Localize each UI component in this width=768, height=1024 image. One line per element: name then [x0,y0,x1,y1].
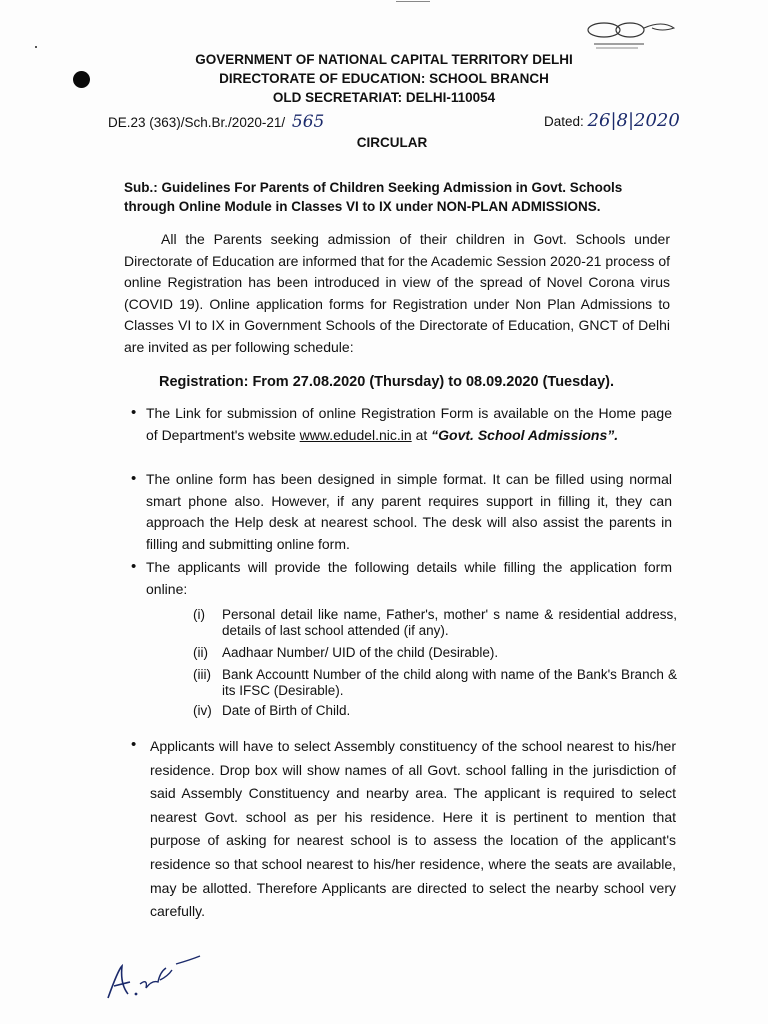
circular-title: CIRCULAR [356,135,428,150]
bullet-link-at: at [415,426,428,443]
diary-stamp-icon [582,18,682,52]
scan-speck [35,46,37,48]
intro-paragraph: All the Parents seeking admission of their children in Govt. Schools under Directorate of Education are informed that for the Academic Session 2020-21 process of online Registration has been introduced in view of the spread of Novel Corona virus (COVID 19). Online application forms for Registration under Non Plan Admissions to Classes VI to IX in Government Schools of the Directorate of Education, GNCT of Delhi are invited as per following schedule: [124,231,670,355]
detail-number: (i) [193,607,205,622]
bullet-marker: • [131,736,137,753]
header-line-3: OLD SECRETARIAT: DELHI-110054 [272,90,496,105]
dated-block [544,110,680,131]
detail-number: (ii) [193,645,208,660]
reference-number-text: DE.23 (363)/Sch.Br./2020-21/ [108,115,286,130]
dated-label: Dated: [544,114,584,129]
header-line-1: GOVERNMENT OF NATIONAL CAPITAL TERRITORY DELHI [195,52,573,67]
detail-number: (iv) [193,703,212,718]
bullet-simple-format: The online form has been designed in simple format. It can be filled using normal smart phone also. However, if any parent requires support in filling it, they can approach the Help desk at nearest school. The desk will also assist the parents in filling and submitting online form. [146,471,672,552]
subject-line-1: Sub.: Guidelines For Parents of Children Seeking Admission in Govt. Schools [124,180,623,195]
detail-item: Date of Birth of Child. [222,703,351,718]
subject-line-2: through Online Module in Classes VI to IX under NON-PLAN ADMISSIONS. [124,199,601,214]
header-line-2: DIRECTORATE OF EDUCATION: SCHOOL BRANCH [219,71,549,86]
scan-line [396,1,430,2]
govt-school-admissions-label: “Govt. School Admissions”. [431,426,619,443]
handwritten-number: 565 [291,112,325,132]
reference-number [108,112,324,132]
handwritten-date: 26|8|2020 [587,110,680,131]
bullet-link-text: The Link for submission of online Registration Form is available on the Home page of Department's website [146,405,672,443]
bullet-marker: • [131,470,137,487]
detail-item: Personal detail like name, Father's, mother' s name & residential address, details of last school attended (if any). [222,607,677,638]
bullet-assembly-constituency: Applicants will have to select Assembly constituency of the school nearest to his/her residence. Drop box will show names of all Govt. school falling in the jurisdiction of said Assembly Constituency and nearby area. The applicant is required to select nearest Govt. school as per his residence. Here it is pertinent to mention that purpose of asking for nearest school is to assess the location of the applicant's residence so that school nearest to his/her residence, where the seats are available, may be allotted. Therefore Applicants are directed to select the nearby school very carefully. [150,738,676,920]
detail-number: (iii) [193,667,211,682]
website-link[interactable]: www.edudel.nic.in [299,426,412,443]
bullet-marker: • [131,558,137,575]
bullet-details-intro: The applicants will provide the following details while filling the application form online: [146,559,672,597]
detail-item: Bank Accountt Number of the child along with name of the Bank's Branch & its IFSC (Desirable). [222,667,677,698]
detail-item: Aadhaar Number/ UID of the child (Desirable). [222,645,499,660]
registration-dates: Registration: From 27.08.2020 (Thursday) to 08.09.2020 (Tuesday). [159,374,615,390]
signature-mark [100,950,210,1010]
bullet-marker: • [131,404,137,421]
bullet-link-info [146,403,672,446]
